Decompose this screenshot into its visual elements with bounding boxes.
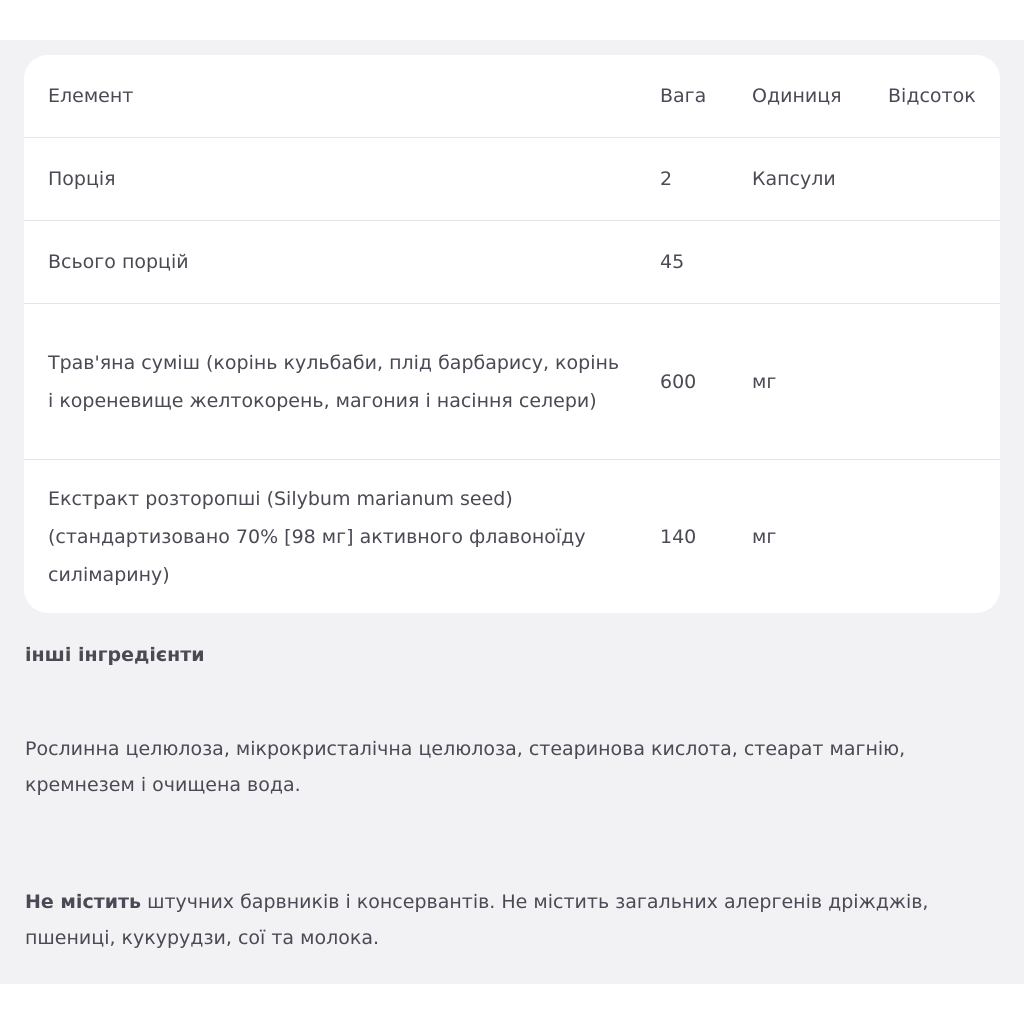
- allergen-notice-text: штучних барвників і консервантів. Не містить загальних алергенів дріжджів, пшениці, кукурудзи, сої та молока.: [25, 891, 929, 949]
- header-weight: Вага: [660, 85, 707, 107]
- cell-element: Екстракт розторопші (Silybum marianum seed) (стандартизовано 70% [98 мг] активного флавоноїду силімарину): [48, 487, 586, 586]
- cell-element: Трав'яна суміш (корінь кульбаби, плід барбарису, корінь і кореневище желтокорень, магония і насіння селери): [48, 351, 620, 412]
- cell-percent: [888, 460, 1000, 613]
- table-row: [24, 460, 1000, 613]
- cell-element: Всього порцій: [48, 251, 189, 273]
- table-row: [24, 138, 1000, 221]
- other-ingredients-title: інші інгредієнти: [25, 644, 205, 666]
- cell-unit: мг: [752, 370, 777, 393]
- header-element: Елемент: [48, 85, 134, 107]
- cell-element: Порція: [48, 168, 116, 190]
- cell-unit: мг: [752, 525, 777, 548]
- cell-percent: [888, 138, 1000, 220]
- table-row: [24, 221, 1000, 304]
- cell-weight: 2: [660, 168, 673, 190]
- allergen-notice: [25, 884, 985, 956]
- cell-unit: Капсули: [752, 168, 836, 190]
- cell-percent: [888, 221, 1000, 303]
- cell-percent: [888, 304, 1000, 459]
- nutrition-table: [24, 55, 1000, 613]
- cell-weight: 600: [660, 370, 697, 393]
- header-percent: Відсоток: [888, 85, 976, 107]
- cell-weight: 140: [660, 525, 697, 548]
- table-row: [24, 304, 1000, 460]
- cell-unit: [752, 221, 872, 303]
- cell-weight: 45: [660, 251, 685, 273]
- allergen-notice-bold: Не містить: [25, 891, 142, 913]
- table-header-row: [24, 55, 1000, 138]
- header-unit: Одиниця: [752, 85, 842, 107]
- other-ingredients-text: Рослинна целюлоза, мікрокристалічна целюлоза, стеаринова кислота, стеарат магнію, кремнезем і очищена вода.: [25, 738, 906, 796]
